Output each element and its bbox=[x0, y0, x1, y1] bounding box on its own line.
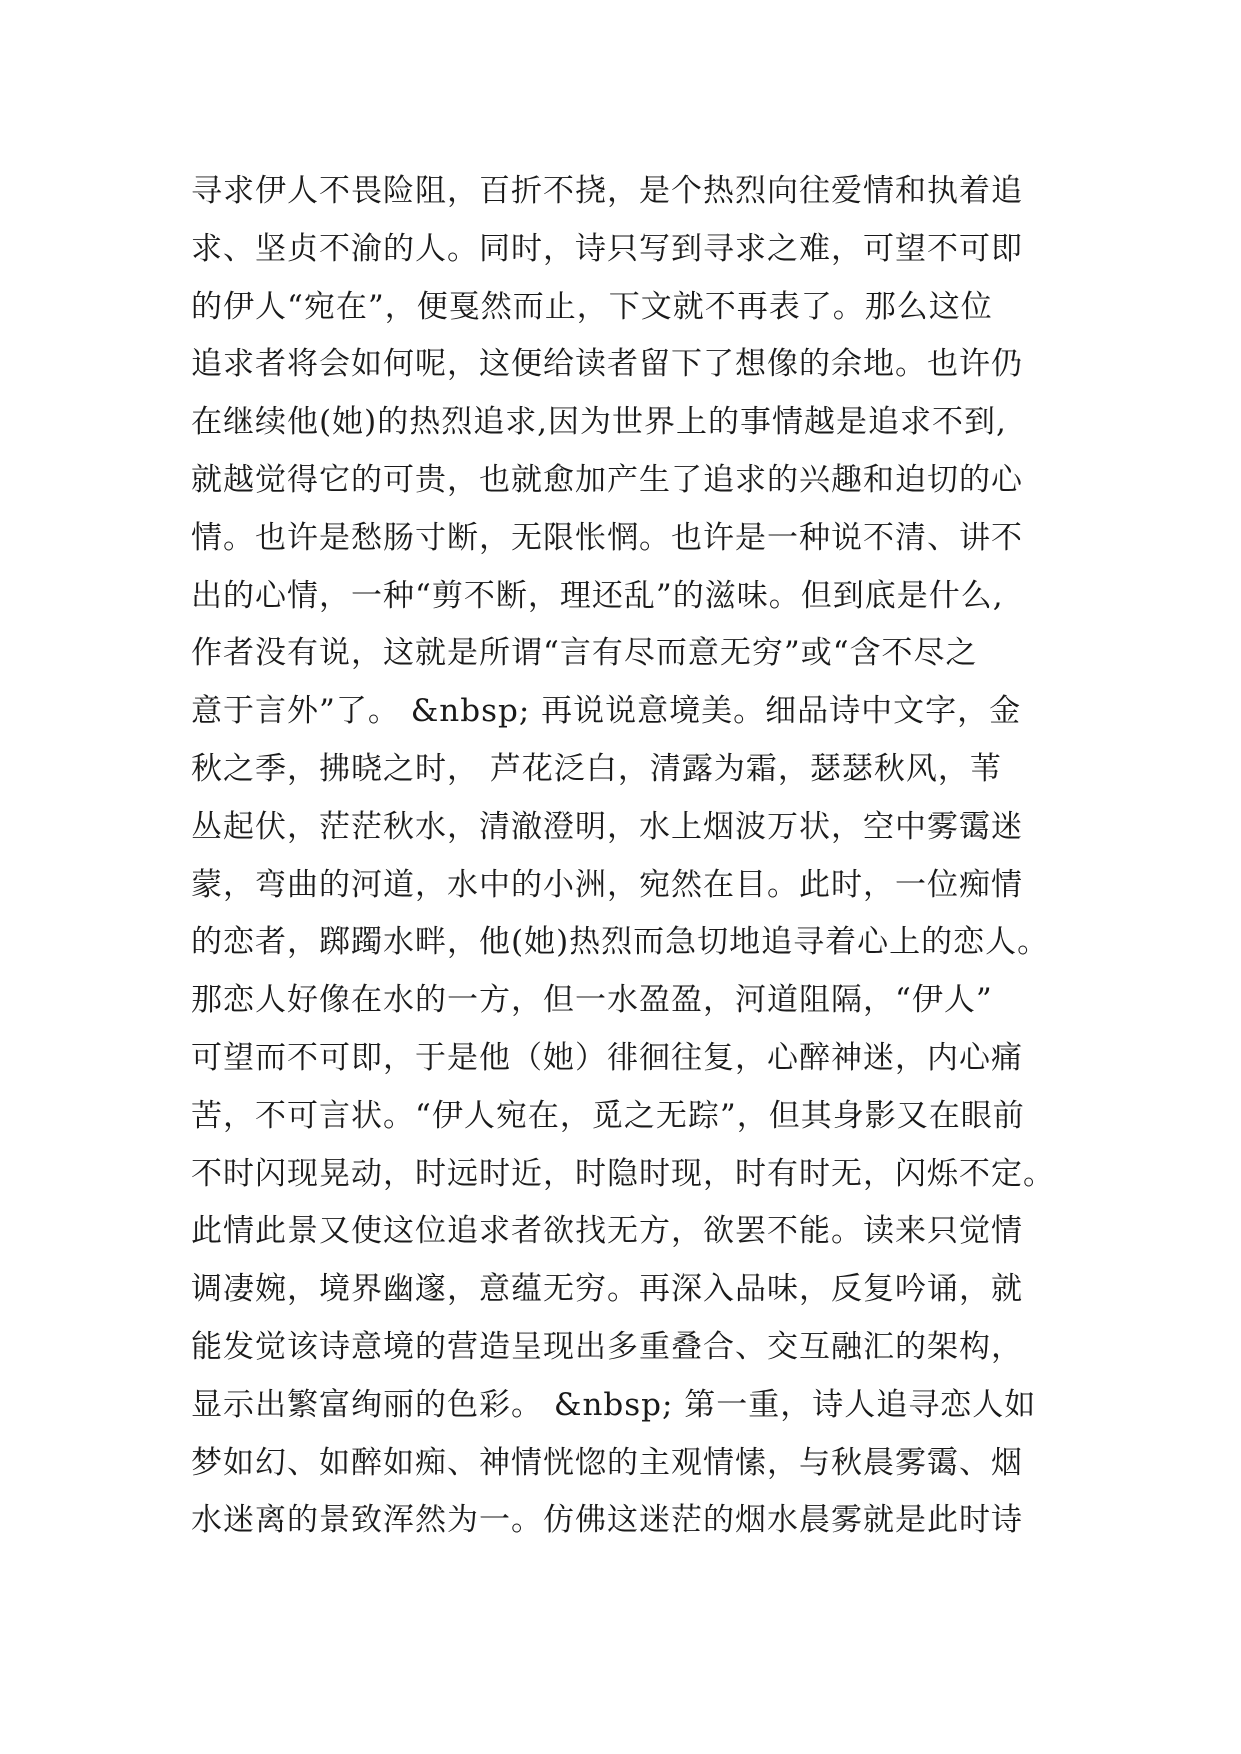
text-line: 就越觉得它的可贵，也就愈加产生了追求的兴趣和迫切的心 bbox=[191, 461, 1023, 498]
text-line: 追求者将会如何呢，这便给读者留下了想像的余地。也许仍 bbox=[191, 346, 1023, 383]
text-line: 可望而不可即，于是他（她）徘徊往复，心醉神迷，内心痛 bbox=[191, 1039, 1023, 1076]
text-line: 秋之季，拂晓之时， 芦花泛白，清露为霜，瑟瑟秋风，苇 bbox=[191, 750, 1002, 787]
text-line: 那恋人好像在水的一方，但一水盈盈，河道阻隔，“伊人” bbox=[191, 982, 993, 1019]
text-line: 丛起伏，茫茫秋水，清澈澄明，水上烟波万状，空中雾霭迷 bbox=[191, 808, 1023, 845]
text-line: 求、坚贞不渝的人。同时，诗只写到寻求之难，可望不可即 bbox=[191, 230, 1023, 267]
text-line: 作者没有说，这就是所谓“言有尽而意无穷”或“含不尽之 bbox=[191, 635, 978, 672]
text-line: 意于言外”了。 &nbsp; 再说说意境美。细品诗中文字，金 bbox=[191, 693, 1022, 730]
text-line: 蒙，弯曲的河道，水中的小洲，宛然在目。此时，一位痴情 bbox=[191, 866, 1023, 903]
text-line: 调凄婉，境界幽邃，意蕴无穷。再深入品味，反复吟诵，就 bbox=[191, 1271, 1023, 1308]
text-line: 苦，不可言状。“伊人宛在，觅之无踪”，但其身影又在眼前 bbox=[191, 1097, 1025, 1134]
text-line: 水迷离的景致浑然为一。仿佛这迷茫的烟水晨雾就是此时诗 bbox=[191, 1502, 1023, 1539]
text-line: 情。也许是愁肠寸断，无限怅惘。也许是一种说不清、讲不 bbox=[191, 519, 1023, 556]
text-line: 寻求伊人不畏险阻，百折不挠，是个热烈向往爱情和执着追 bbox=[191, 173, 1023, 209]
body-text bbox=[191, 163, 1071, 1550]
text-line: 在继续他(她)的热烈追求,因为世界上的事情越是追求不到, bbox=[191, 404, 1007, 441]
text-line: 此情此景又使这位追求者欲找无方，欲罢不能。读来只觉情 bbox=[191, 1213, 1023, 1250]
text-line: 能发觉该诗意境的营造呈现出多重叠合、交互融汇的架构， bbox=[191, 1328, 1023, 1365]
text-line: 出的心情，一种“剪不断，理还乱”的滋味。但到底是什么, bbox=[191, 577, 1004, 614]
text-line: 的恋者，踯躅水畔，他(她)热烈而急切地追寻着心上的恋人。 bbox=[191, 924, 1050, 961]
text-line: 不时闪现晃动，时远时近，时隐时现，时有时无，闪烁不定。 bbox=[191, 1155, 1055, 1192]
text-line: 梦如幻、如醉如痴、神情恍惚的主观情愫，与秋晨雾霭、烟 bbox=[191, 1444, 1023, 1481]
text-line: 的伊人“宛在”，便戛然而止，下文就不再表了。那么这位 bbox=[191, 288, 993, 325]
text-line: 显示出繁富绚丽的色彩。 &nbsp; 第一重，诗人追寻恋人如 bbox=[191, 1386, 1037, 1423]
